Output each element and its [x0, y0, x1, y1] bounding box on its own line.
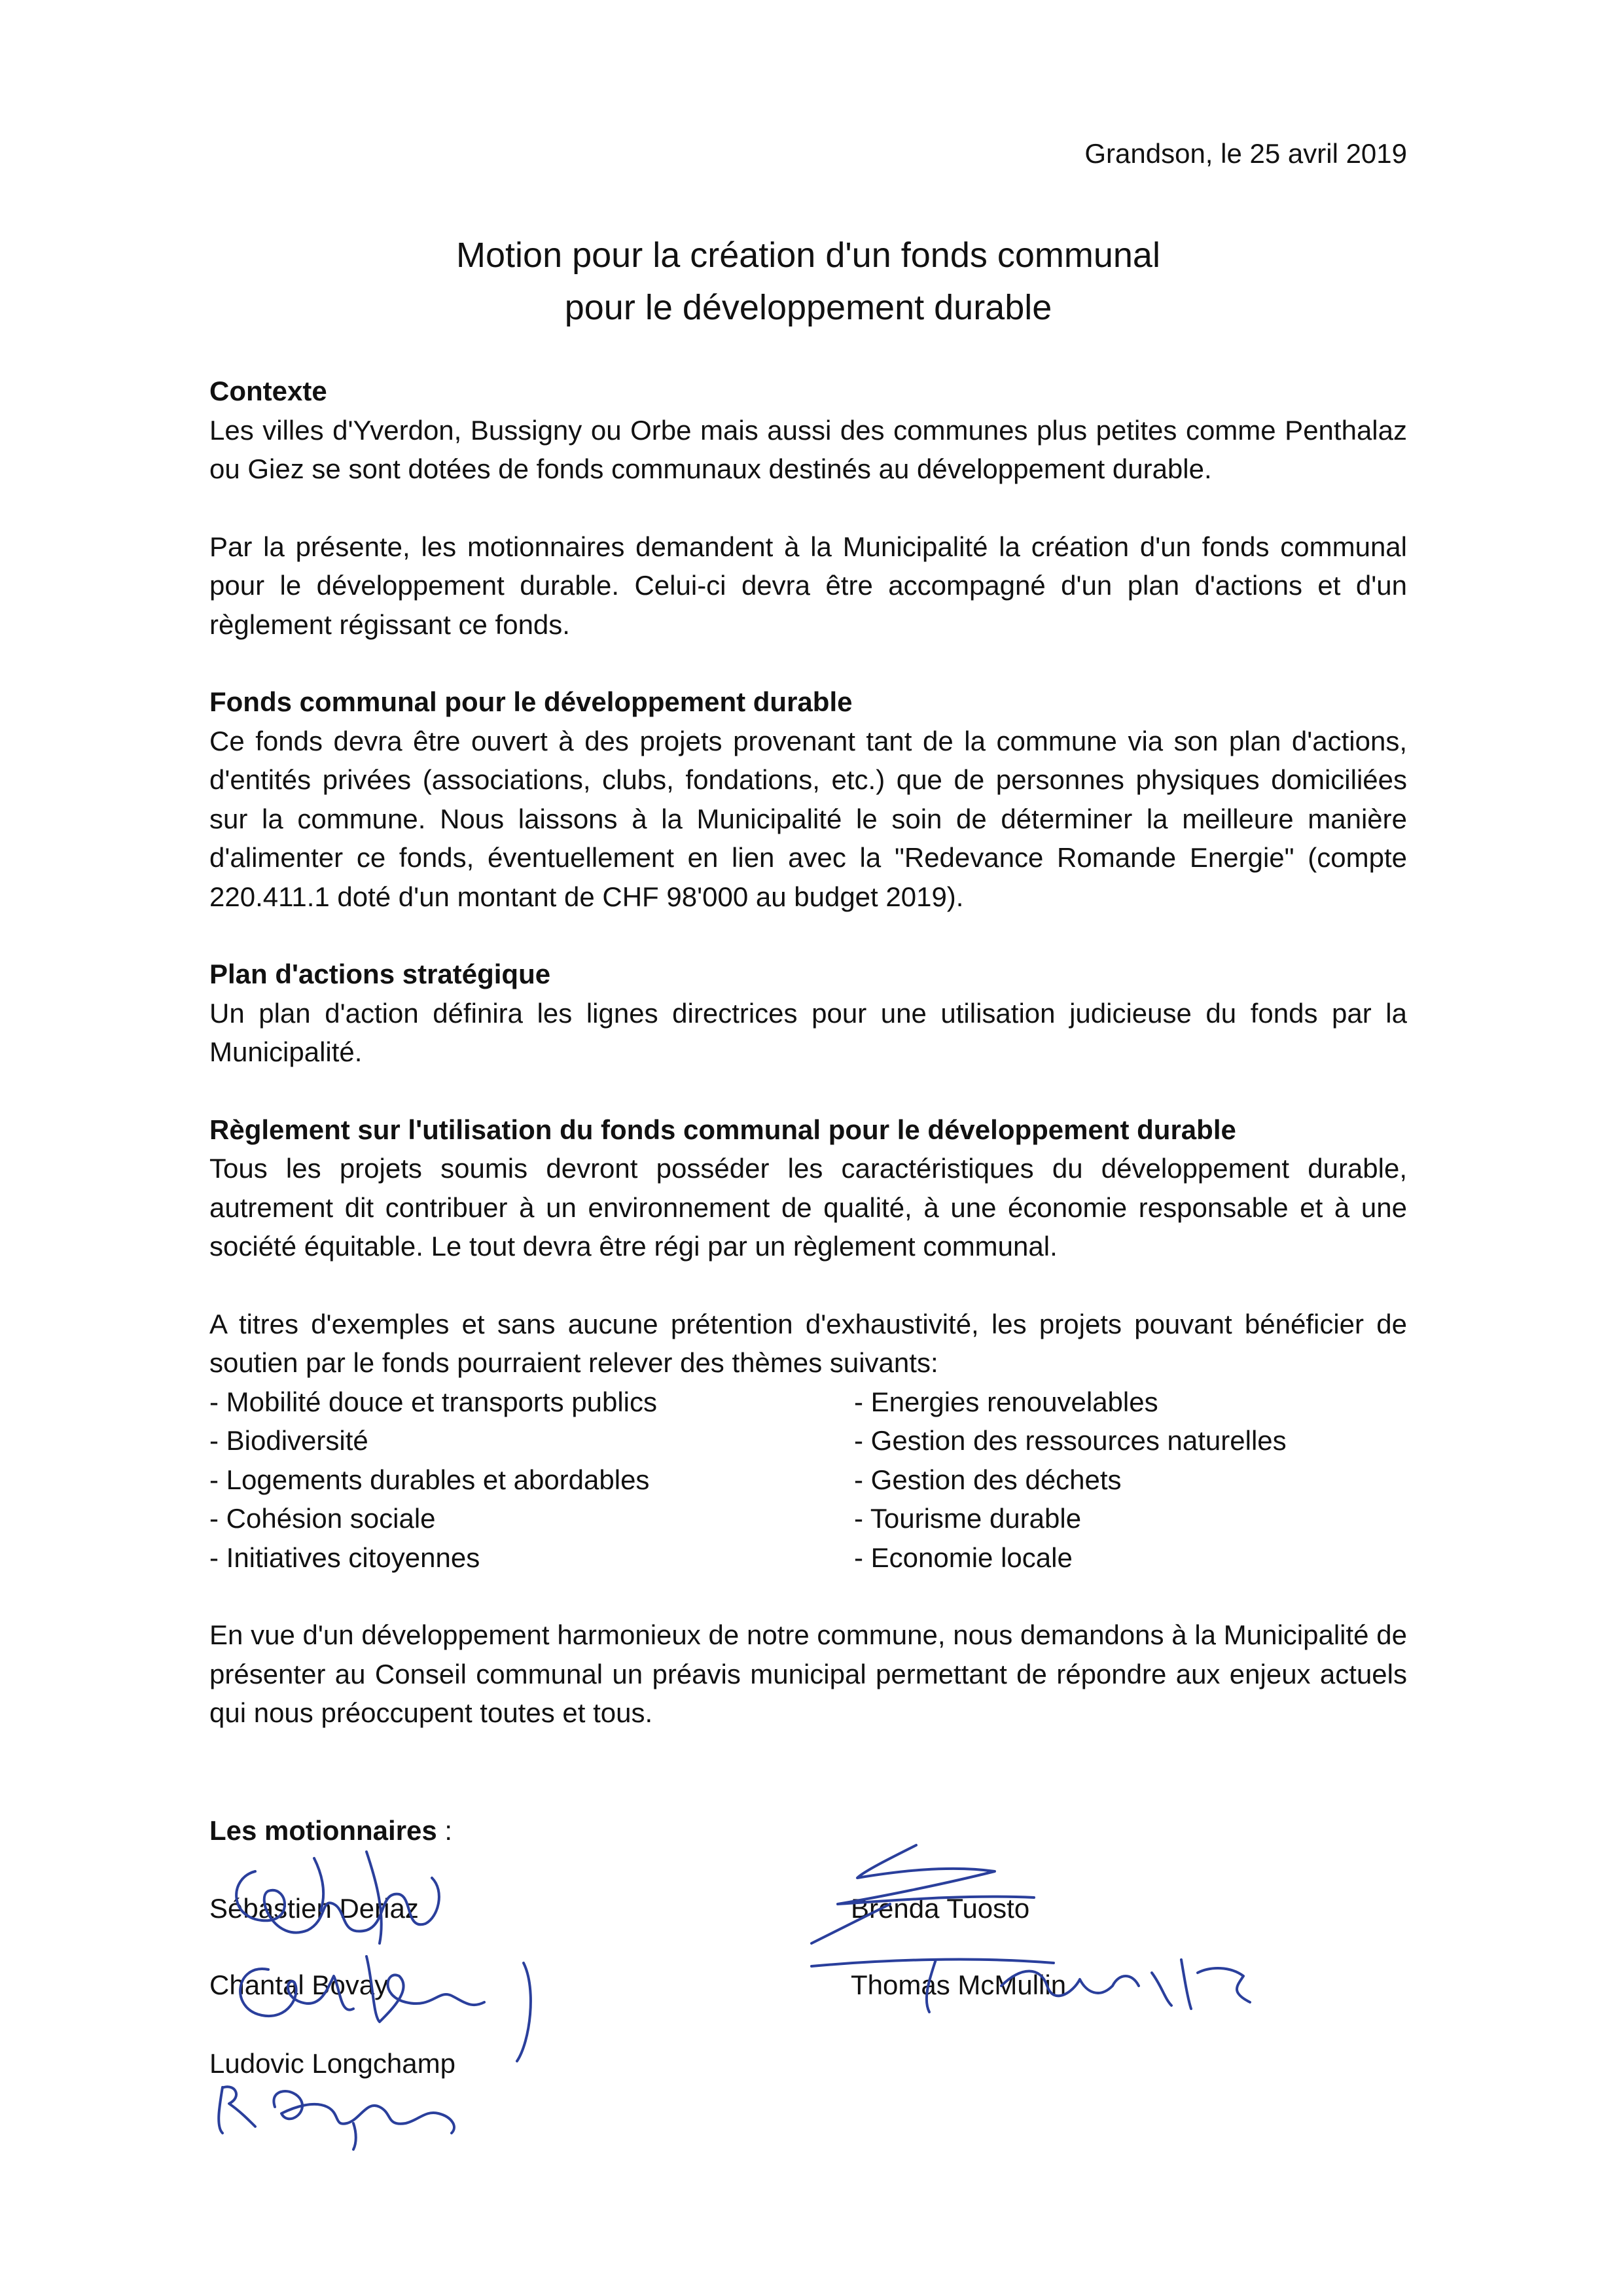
theme-item: - Cohésion sociale — [209, 1503, 436, 1534]
theme-item: - Economie locale — [854, 1542, 1073, 1573]
rules-paragraph-2: A titres d'exemples et sans aucune prétention d'exhaustivité, les projets pouvant bénéficier de soutien par le fonds pourraient relever des thèmes suivants: — [209, 1308, 1407, 1378]
theme-item: - Gestion des déchets — [854, 1464, 1122, 1495]
document-date: Grandson, le 25 avril 2019 — [1084, 138, 1407, 169]
plan-paragraph: Un plan d'action définira les lignes directrices pour une utilisation judicieuse du fonds par la Municipalité. — [209, 997, 1407, 1067]
document-body — [209, 372, 1407, 1733]
themes-list — [209, 1383, 1407, 1578]
theme-item: - Biodiversité — [209, 1425, 368, 1456]
closing-paragraph: En vue d'un développement harmonieux de notre commune, nous demandons à la Municipalité de présenter au Conseil communal un préavis municipal permettant de répondre aux enjeux actuels qui nous préoccupent toutes et tous. — [209, 1619, 1407, 1728]
signatories-heading: Les motionnaires : — [209, 1815, 453, 1846]
rules-paragraph-1: Tous les projets soumis devront posséder les caractéristiques du développement durable, autrement dit contribuer à un environnement de qualité, à une économie responsable et à une société équitable. Le tout devra être régi par un règlement communal. — [209, 1153, 1407, 1262]
signature-scribble-mcmullin — [805, 1947, 1263, 2025]
fund-paragraph: Ce fonds devra être ouvert à des projets provenant tant de la commune via son plan d'actions, d'entités privées (associations, clubs, fondations, etc.) que de personnes physiques domiciliées sur la commune. Nous laissons à la Municipalité le soin de déterminer la meilleure manière d'alimenter ce fonds, éventuellement en lien avec la "Redevance Romande Energie" (compte 220.411.1 doté d'un montant de CHF 98'000 au budget 2019). — [209, 725, 1407, 912]
theme-item: - Tourisme durable — [854, 1503, 1082, 1534]
signature-scribble-bovay — [216, 1937, 556, 2068]
theme-item: - Mobilité douce et transports publics — [209, 1386, 657, 1417]
signer-name-left-1: Sébastien Deriaz — [209, 1893, 419, 1924]
theme-item: - Gestion des ressources naturelles — [854, 1425, 1287, 1456]
title-line-2: pour le développement durable — [564, 288, 1052, 327]
theme-item: - Logements durables et abordables — [209, 1464, 650, 1495]
theme-item: - Initiatives citoyennes — [209, 1542, 480, 1573]
context-paragraph-2: Par la présente, les motionnaires demandent à la Municipalité la création d'un fonds communal pour le développement durable. Celui-ci devra être accompagné d'un plan d'actions et d'un règlement régissant ce fonds. — [209, 531, 1407, 640]
document-title — [209, 229, 1407, 334]
section-heading-plan: Plan d'actions stratégique — [209, 959, 551, 989]
signer-name-left-2: Chantal Bovay — [209, 1969, 389, 2000]
context-paragraph-1: Les villes d'Yverdon, Bussigny ou Orbe mais aussi des communes plus petites comme Penthalaz ou Giez se sont dotées de fonds communaux destinés au développement durable. — [209, 414, 1407, 484]
signer-name-left-3: Ludovic Longchamp — [209, 2048, 455, 2079]
theme-item: - Energies renouvelables — [854, 1386, 1158, 1417]
signer-name-right-1: Brenda Tuosto — [851, 1893, 1030, 1924]
signature-scribble-longchamp — [209, 2061, 484, 2153]
signature-scribble-tuosto — [798, 1832, 1073, 1950]
section-heading-rules: Règlement sur l'utilisation du fonds communal pour le développement durable — [209, 1114, 1236, 1145]
section-heading-context: Contexte — [209, 376, 327, 406]
title-line-1: Motion pour la création d'un fonds communal — [456, 236, 1160, 275]
themes-column-left — [209, 1383, 854, 1578]
themes-column-right — [854, 1383, 1407, 1578]
signer-name-right-2: Thomas McMullin — [851, 1969, 1067, 2000]
section-heading-fund: Fonds communal pour le développement durable — [209, 686, 853, 717]
